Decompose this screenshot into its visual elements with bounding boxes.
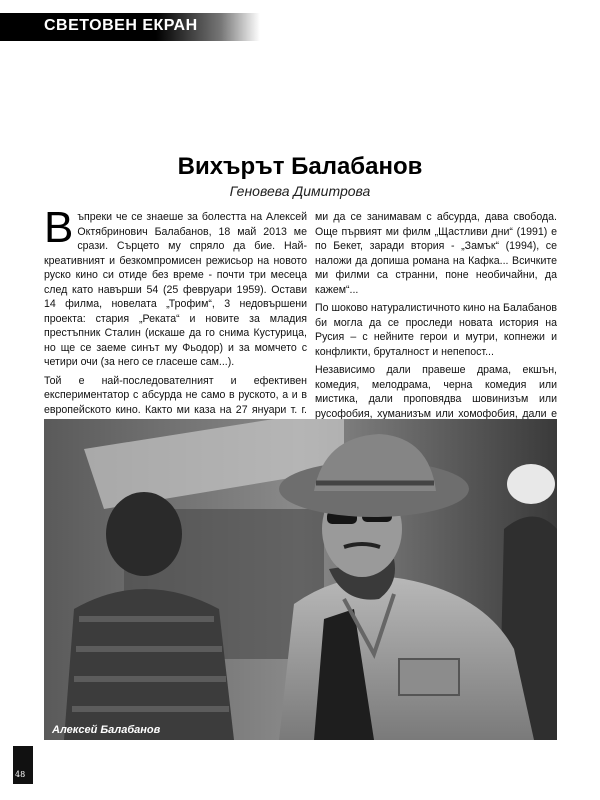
article-title: Вихърът Балабанов (177, 153, 423, 180)
paragraph: Той е най-последователният и ефективен експериментатор с абсурда не само в руското, а и в европейското кино. Както ми каза на 27 януари т. г. (44, 374, 307, 416)
paragraph: По шоково натуралистичното кино на Балабанов би могла да се проследи новата история на Русия – с нейните герои и мутри, копнежи и конфликти, бруталност и непепост... (315, 302, 557, 358)
paragraph: Въпреки че се знаеше за болестта на Алексей Октябринович Балабанов, 18 май 2013 ме срази. Сърцето му спряло да бие. Най-креативният и безкомпромисен режисьор на новото руско кино си отиде без време - почти три месеца след като навърши 54 (25 февруари 1959). Остави 14 филма, новелата „Трофим“, 3 недовършени проекта: стария „Реката“ и новите за младия престъпник Сталин (искаше да го снима Кустурица, но ще се заеме синът му Фьодор) и за момчето с четири очи (за него се гласеше сам...). (44, 203, 307, 368)
portrait-photo (44, 419, 557, 740)
section-header (0, 13, 260, 41)
photo-caption: Алексей Балабанов (52, 724, 161, 736)
portrait-illustration (44, 419, 557, 740)
page-number: 48 (15, 770, 26, 779)
paragraph: ми да се занимавам с абсурда, дава свобода. Още първият ми филм „Щастливи дни“ (1991) е по Бекет, заради втория - „Замък“ (1994), се наложи да допиша романа на Кафка... Всичките ми филми са странни, поне необичайни, да кажем“... (315, 211, 557, 296)
section-title: СВЕТОВЕН ЕКРАН (44, 17, 198, 34)
paragraph: Независимо дали правеше драма, екшън, комедия, мелодрама, черна комедия или мистика, дали проповядва шовинизъм или русофобия, хуманизъм или хомофобия, дали е (315, 364, 557, 420)
drop-cap: В (44, 203, 74, 252)
article-author: Геновева Димитрова (229, 183, 371, 199)
